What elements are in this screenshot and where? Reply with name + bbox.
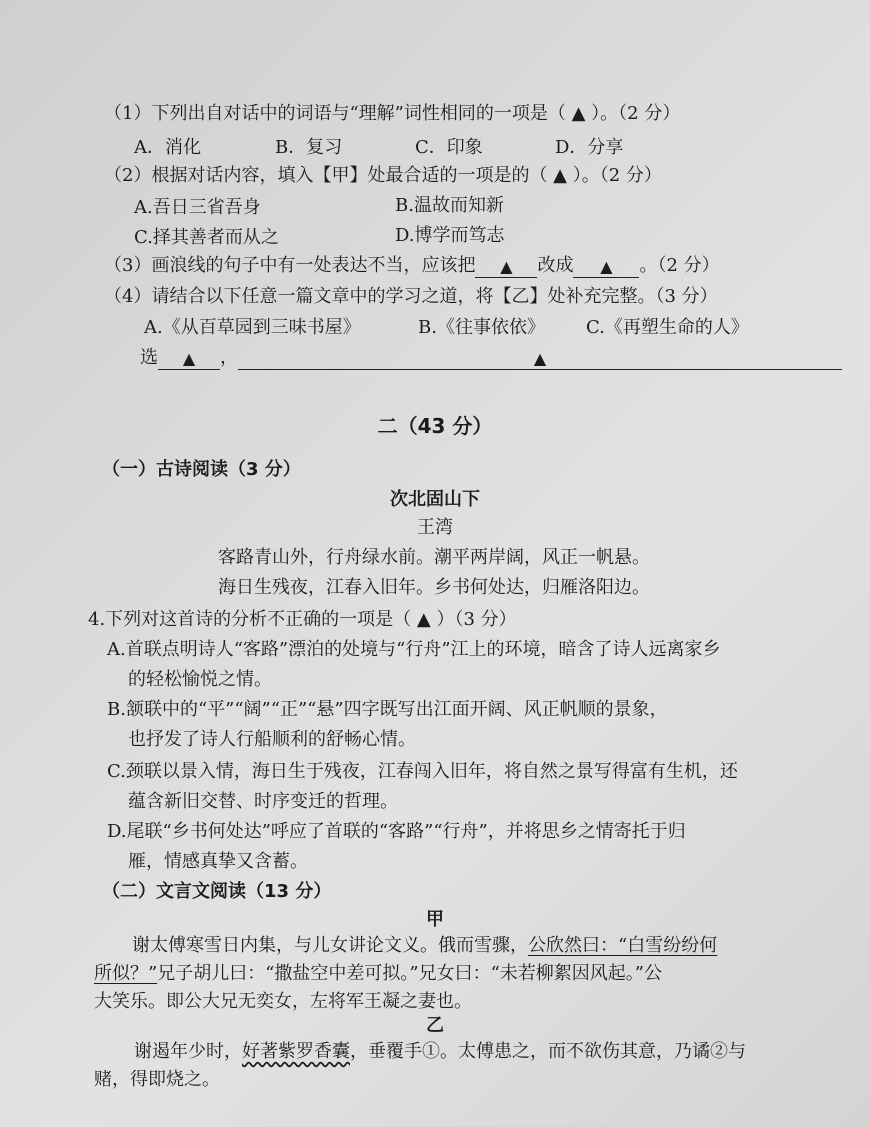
q3-blank-2[interactable]	[573, 255, 639, 278]
q4-option-c: C.《再塑生命的人》	[586, 317, 749, 338]
blank-mark-icon: ▲	[182, 349, 196, 368]
passage-yi-line1	[134, 1040, 746, 1064]
q3-blank-1[interactable]	[475, 255, 537, 278]
passage-yi-label: 乙	[426, 1015, 444, 1036]
q4-comma: ，	[220, 347, 238, 368]
poem-option-c-line2: 蕴含新旧交替、时序变迁的哲理。	[128, 791, 398, 812]
poem-option-d-line2: 雁，情感真挚又含蓄。	[128, 851, 308, 872]
q4-select-label: 选	[140, 347, 158, 368]
passage-jia-label: 甲	[426, 909, 444, 930]
poem-option-c-line1: C.颈联以景入情，海日生于残夜，江春闯入旧年，将自然之景写得富有生机，还	[107, 761, 738, 782]
passage-jia-line3: 大笑乐。即公大兄无奕女，左将军王凝之妻也。	[94, 991, 472, 1012]
q4-answer-line	[140, 346, 842, 370]
q4-answer-blank[interactable]	[238, 347, 842, 370]
passage-jia-line1	[132, 934, 717, 958]
section-classical-heading: （二）文言文阅读（13 分）	[102, 881, 332, 902]
q4-stem: （4）请结合以下任意一篇文章中的学习之道，将【乙】处补充完整。（3 分）	[104, 286, 718, 307]
passage-jia-underlined: 公欣然曰：“白雪纷纷何	[528, 935, 718, 956]
passage-yi-text: 谢遏年少时，	[134, 1041, 242, 1062]
blank-mark-icon: ▲	[533, 349, 547, 368]
q2-option-b: B.温故而知新	[395, 195, 504, 216]
q3-prefix: （3）画浪线的句子中有一处表达不当，应该把	[104, 255, 476, 276]
section-2-title: 二（43 分）	[377, 414, 493, 438]
poem-line-1: 客路青山外，行舟绿水前。潮平两岸阔，风正一帆悬。	[218, 547, 650, 568]
passage-yi-wavy: 好著紫罗香囊	[242, 1041, 350, 1062]
q3-line	[104, 254, 720, 278]
q1-stem: （1）下列出自对话中的词语与“理解”词性相同的一项是（ ▲ ）。（2 分）	[104, 103, 681, 124]
blank-mark-icon: ▲	[600, 257, 613, 276]
passage-jia-text: 兄子胡儿曰：“撒盐空中差可拟。”兄女曰：“未若柳絮因风起。”公	[157, 963, 663, 984]
q4-option-a: A.《从百草园到三味书屋》	[144, 317, 361, 338]
poem-author: 王湾	[417, 517, 453, 538]
q2-stem: （2）根据对话内容，填入【甲】处最合适的一项是的（ ▲ ）。（2 分）	[104, 165, 662, 186]
q1-option-a: A．消化	[134, 137, 201, 158]
poem-option-b-line1: B.颔联中的“平”“阔”“正”“悬”四字既写出江面开阔、风正帆顺的景象，	[107, 699, 668, 720]
q1-option-c: C．印象	[415, 137, 483, 158]
poem-option-a-line1: A.首联点明诗人“客路”漂泊的处境与“行舟”江上的环境，暗含了诗人远离家乡	[107, 639, 721, 660]
q2-option-d: D.博学而笃志	[395, 225, 505, 246]
poem-option-a-line2: 的轻松愉悦之情。	[128, 669, 272, 690]
passage-yi-line2: 赌，得即烧之。	[94, 1069, 220, 1090]
q2-option-c: C.择其善者而从之	[134, 227, 279, 248]
q4-select-blank[interactable]	[158, 347, 220, 370]
q1-option-b: B．复习	[275, 137, 343, 158]
passage-jia-text: 谢太傅寒雪日内集，与儿女讲论文义。俄而雪骤，	[132, 935, 528, 956]
blank-mark-icon: ▲	[500, 257, 513, 276]
poem-title: 次北固山下	[390, 489, 480, 510]
poem-question-stem: 4.下列对这首诗的分析不正确的一项是（ ▲ ）（3 分）	[88, 609, 517, 630]
poem-line-2: 海日生残夜，江春入旧年。乡书何处达，归雁洛阳边。	[218, 577, 650, 598]
passage-yi-text: ，垂覆手①。太傅患之，而不欲伤其意，乃谲②与	[350, 1041, 746, 1062]
q2-option-a: A.吾日三省吾身	[134, 197, 261, 218]
q3-mid: 改成	[537, 255, 574, 276]
passage-jia-line2	[94, 962, 662, 986]
poem-option-d-line1: D.尾联“乡书何处达”呼应了首联的“客路”“行舟”，并将思乡之情寄托于归	[107, 821, 686, 842]
q4-option-b: B.《往事依依》	[418, 317, 545, 338]
q1-option-d: D．分享	[555, 137, 624, 158]
poem-option-b-line2: 也抒发了诗人行船顺利的舒畅心情。	[128, 729, 416, 750]
section-ancient-poem-heading: （一）古诗阅读（3 分）	[102, 459, 301, 480]
q3-suffix: 。（2 分）	[639, 255, 720, 276]
passage-jia-underlined: 所似？”	[94, 963, 158, 984]
